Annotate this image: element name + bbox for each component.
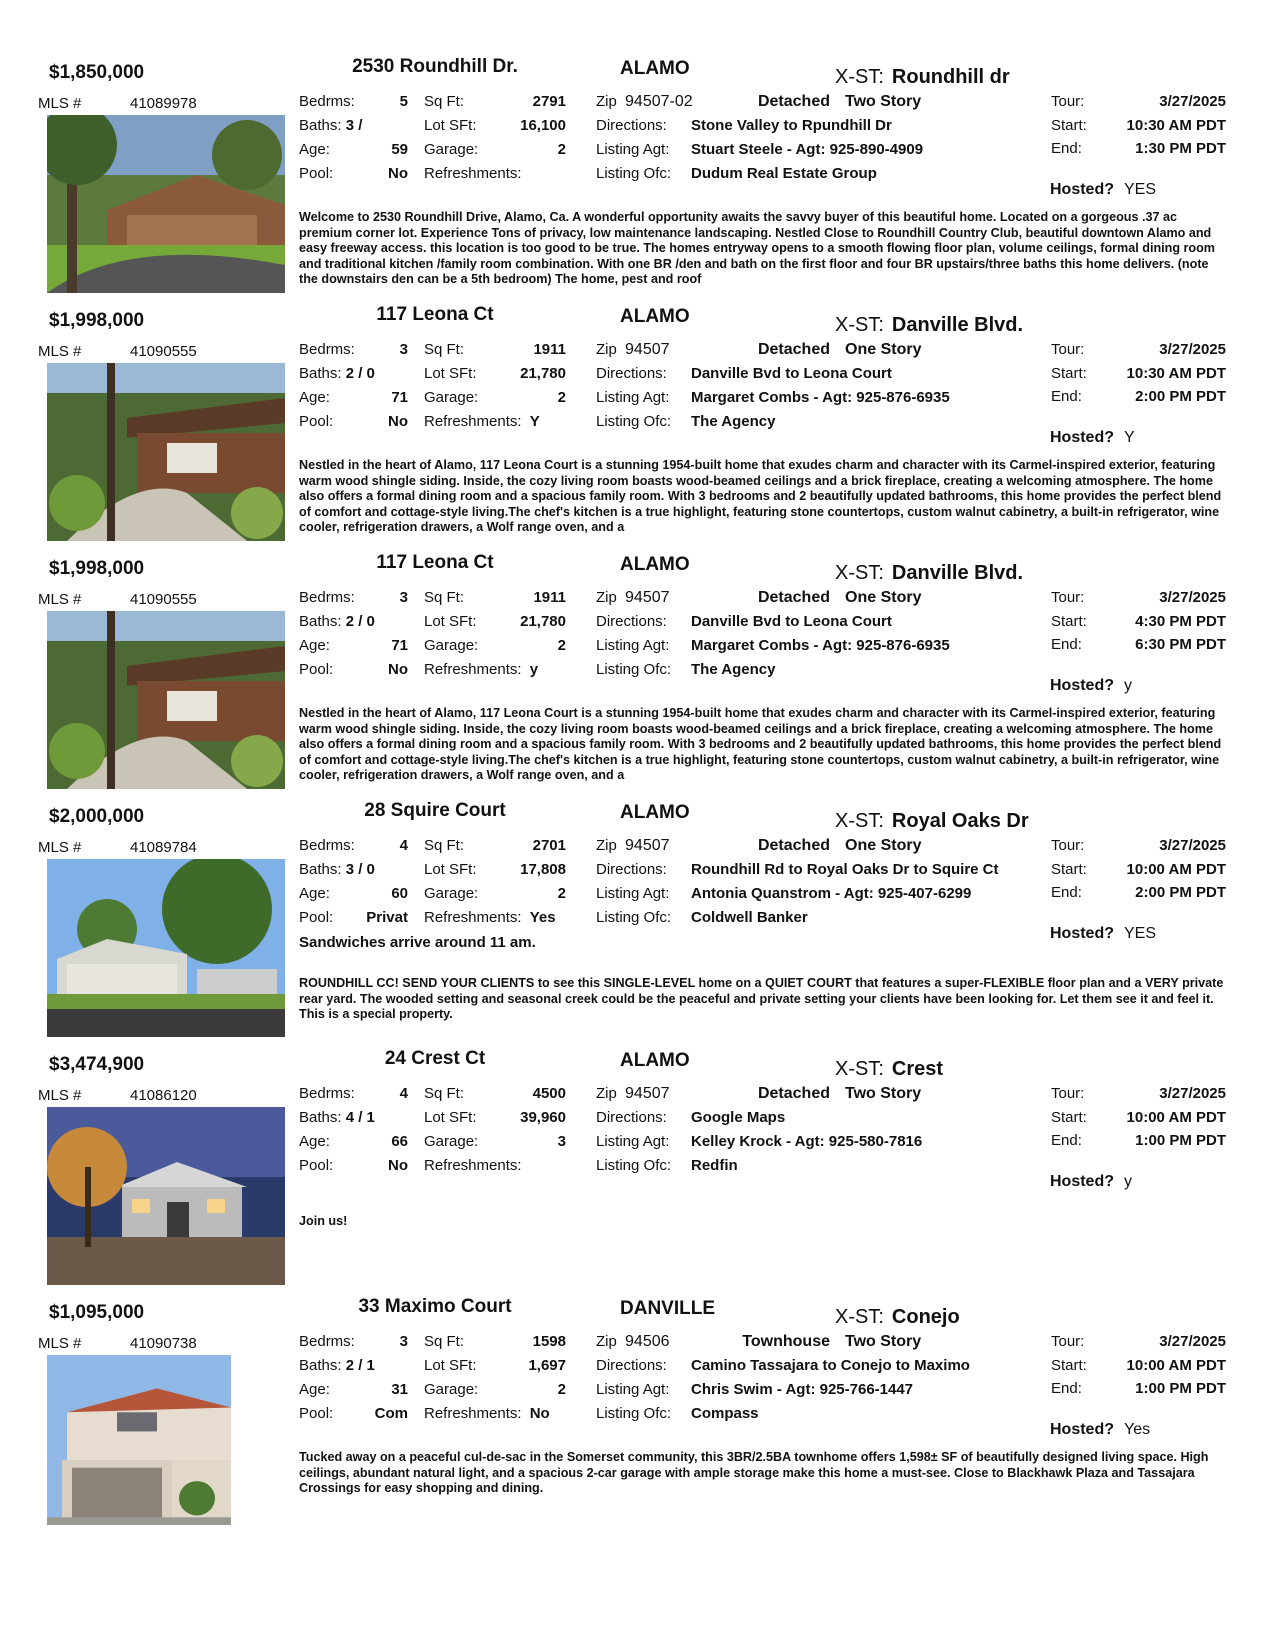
property-stories: Two Story	[845, 93, 922, 110]
hosted-label: Hosted?	[1050, 1421, 1114, 1438]
listing-block	[0, 1042, 1275, 1300]
cross-street-label: X-ST:	[835, 314, 884, 336]
property-stories: Two Story	[845, 1085, 922, 1102]
baths-value: 3 / 0	[345, 861, 375, 878]
start-label: Start:	[1051, 1109, 1087, 1126]
directions-label: Directions:	[596, 117, 667, 134]
listing-agent-value: Margaret Combs - Agt: 925-876-6935	[691, 637, 950, 654]
age-label: Age:	[299, 141, 330, 158]
cross-street-value: Crest	[891, 1058, 944, 1080]
listing-photo	[47, 363, 285, 541]
bedrms-label: Bedrms:	[299, 1333, 355, 1350]
sqft-label: Sq Ft:	[424, 837, 465, 854]
listing-photo	[47, 115, 285, 293]
sqft-value: 2791	[532, 93, 566, 110]
property-stories: One Story	[845, 341, 922, 358]
listing-agent-label: Listing Agt:	[596, 885, 670, 902]
property-type: Detached	[757, 341, 830, 358]
age-label: Age:	[299, 1381, 330, 1398]
garage-label: Garage:	[424, 1381, 479, 1398]
lotsft-value: 39,960	[520, 1109, 566, 1126]
listing-note: Sandwiches arrive around 11 am.	[299, 934, 536, 951]
age-value: 31	[391, 1381, 408, 1398]
hosted-value: y	[1124, 677, 1132, 694]
listing-description: Join us!	[299, 1214, 348, 1228]
mls-label: MLS #	[38, 839, 82, 856]
listing-agent-value: Chris Swim - Agt: 925-766-1447	[691, 1381, 914, 1398]
bedrms-label: Bedrms:	[299, 837, 355, 854]
mls-label: MLS #	[38, 95, 82, 112]
directions-label: Directions:	[596, 1109, 667, 1126]
garage-label: Garage:	[424, 389, 479, 406]
mls-number: 41090555	[130, 343, 197, 360]
sqft-label: Sq Ft:	[424, 93, 465, 110]
bedrms-label: Bedrms:	[299, 341, 355, 358]
end-label: End:	[1051, 140, 1082, 157]
end-time: 1:00 PM PDT	[1135, 1380, 1226, 1397]
tour-date: 3/27/2025	[1159, 589, 1226, 606]
listing-price: $1,998,000	[49, 310, 145, 331]
baths-value: 2 / 1	[345, 1357, 375, 1374]
baths-label: Baths: 4 / 1	[299, 1109, 375, 1126]
start-time: 10:00 AM PDT	[1126, 1109, 1226, 1126]
property-type: Detached	[757, 93, 830, 110]
tour-label: Tour:	[1051, 341, 1085, 358]
lotsft-label: Lot SFt:	[424, 365, 477, 382]
end-time: 1:00 PM PDT	[1135, 1132, 1226, 1149]
mls-number: 41090738	[130, 1335, 197, 1352]
garage-value: 2	[557, 637, 566, 654]
zip-value: 94507	[625, 589, 670, 606]
tour-label: Tour:	[1051, 1085, 1085, 1102]
zip-value: 94507	[625, 837, 670, 854]
age-label: Age:	[299, 885, 330, 902]
cross-street-value: Royal Oaks Dr	[891, 810, 1029, 832]
listing-agent-label: Listing Agt:	[596, 1133, 670, 1150]
listing-block	[0, 50, 1275, 308]
garage-value: 2	[557, 1381, 566, 1398]
listing-office-label: Listing Ofc:	[596, 165, 672, 182]
listing-description: Nestled in the heart of Alamo, 117 Leona Court is a stunning 1954-built home that exudes charm and character with its Carmel-inspired exterior, featuring warm wood shingle siding. Inside, the cozy living room boasts wood-beamed ceilings and a brick fireplace, creating a welcoming atmosphere. The home also offers a formal dining room and a spacious family room. With 3 bedrooms and 2 beautifully updated bathrooms, this home provides the perfect blend of comfort and cottage-style living.The chef's kitchen is a true highlight, featuring stone countertops, custom walnut cabinetry, a built-in refrigerator, wine cooler, refrigeration drawers, a Wolf range oven, and a	[299, 706, 1222, 783]
baths-label: Baths: 2 / 0	[299, 365, 375, 382]
property-type: Detached	[757, 837, 830, 854]
refreshments-value: y	[529, 661, 539, 678]
directions-value: Google Maps	[691, 1109, 786, 1126]
tour-label: Tour:	[1051, 837, 1085, 854]
hosted	[1050, 677, 1132, 695]
start-time: 4:30 PM PDT	[1135, 613, 1226, 630]
property-stories: One Story	[845, 837, 922, 854]
directions-label: Directions:	[596, 861, 667, 878]
baths-label: Baths: 2 / 1	[299, 1357, 375, 1374]
end-label: End:	[1051, 884, 1082, 901]
end-time: 1:30 PM PDT	[1135, 140, 1226, 157]
refreshments-value: No	[529, 1405, 550, 1422]
cross-street-label: X-ST:	[835, 810, 884, 832]
hosted-label: Hosted?	[1050, 1173, 1114, 1190]
garage-value: 2	[557, 141, 566, 158]
baths-value: 2 / 0	[345, 365, 375, 382]
refreshments-label: Refreshments:	[424, 165, 522, 182]
zip-value: 94507-02	[625, 93, 693, 110]
listing-address: 117 Leona Ct	[376, 552, 494, 573]
sqft-value: 1598	[532, 1333, 566, 1350]
garage-label: Garage:	[424, 1133, 479, 1150]
lotsft-value: 21,780	[520, 365, 566, 382]
listing-description: ROUNDHILL CC! SEND YOUR CLIENTS to see this SINGLE-LEVEL home on a QUIET COURT that features a super-FLEXIBLE floor plan and a VERY private rear yard. The wooded setting and seasonal creek could be the peaceful and private setting your clients have been looking for. Let them see it and feel it. This is a special property.	[299, 976, 1224, 1022]
listing-address: 28 Squire Court	[364, 800, 506, 821]
listing-block	[0, 794, 1275, 1052]
start-label: Start:	[1051, 365, 1087, 382]
baths-value: 4 / 1	[345, 1109, 375, 1126]
hosted	[1050, 1173, 1132, 1191]
lotsft-value: 1,697	[528, 1357, 566, 1374]
baths-label: Baths: 2 / 0	[299, 613, 375, 630]
lotsft-label: Lot SFt:	[424, 1357, 477, 1374]
property-stories: One Story	[845, 589, 922, 606]
listing-office-label: Listing Ofc:	[596, 1157, 672, 1174]
pool-label: Pool:	[299, 909, 334, 926]
bedrms-label: Bedrms:	[299, 589, 355, 606]
listing-city: ALAMO	[620, 802, 690, 823]
sqft-value: 2701	[532, 837, 566, 854]
bedrms-label: Bedrms:	[299, 1085, 355, 1102]
mls-number: 41089978	[130, 95, 197, 112]
directions-label: Directions:	[596, 613, 667, 630]
listing-address: 33 Maximo Court	[358, 1296, 512, 1317]
end-label: End:	[1051, 1132, 1082, 1149]
tour-date: 3/27/2025	[1159, 1085, 1226, 1102]
end-label: End:	[1051, 388, 1082, 405]
zip-value: 94507	[625, 341, 670, 358]
refreshments-value: Yes	[529, 909, 556, 926]
refreshments-label: Refreshments: Y	[424, 413, 540, 430]
tour-date: 3/27/2025	[1159, 837, 1226, 854]
garage-value: 3	[557, 1133, 566, 1150]
baths-label: Baths: 3 /	[299, 117, 363, 134]
mls-number: 41090555	[130, 591, 197, 608]
listing-agent-value: Kelley Krock - Agt: 925-580-7816	[691, 1133, 923, 1150]
listing-price: $1,998,000	[49, 558, 145, 579]
bedrms-label: Bedrms:	[299, 93, 355, 110]
listing-office-label: Listing Ofc:	[596, 1405, 672, 1422]
start-time: 10:30 AM PDT	[1126, 365, 1226, 382]
zip-label: Zip 94507	[596, 341, 670, 358]
lotsft-label: Lot SFt:	[424, 117, 477, 134]
hosted-value: y	[1124, 1173, 1132, 1190]
directions-value: Roundhill Rd to Royal Oaks Dr to Squire Ct	[691, 861, 999, 878]
hosted	[1050, 181, 1156, 199]
garage-label: Garage:	[424, 141, 479, 158]
baths-label: Baths: 3 / 0	[299, 861, 375, 878]
pool-label: Pool:	[299, 661, 334, 678]
directions-value: Camino Tassajara to Conejo to Maximo	[691, 1357, 970, 1374]
listing-block	[0, 298, 1275, 556]
property-type: Townhouse	[742, 1333, 830, 1350]
listing-price: $2,000,000	[49, 806, 145, 827]
sqft-value: 1911	[533, 589, 566, 606]
hosted-value: YES	[1124, 925, 1157, 942]
lotsft-value: 16,100	[520, 117, 566, 134]
tour-label: Tour:	[1051, 1333, 1085, 1350]
hosted-value: Yes	[1124, 1421, 1151, 1438]
listing-description: Welcome to 2530 Roundhill Drive, Alamo, Ca. A wonderful opportunity awaits the savvy buyer of this beautiful home. Located on a gorgeous .37 ac premium corner lot. Experience Tons of privacy, low maintenance landscaping. Nestled Close to Roundhill Country Club, beautiful downtown Alamo and easy freeway access. this location is too good to be true. The homes entryway opens to a smooth flowing floor plan, volume ceilings, formal dining room and traditional kitchen /family room combination. With one BR /den and bath on the first floor and four BR upstairs/three baths this home delivers. (note the downstairs den can be a 5th bedroom) The home, pest and roof	[299, 210, 1216, 287]
listing-office-label: Listing Ofc:	[596, 661, 672, 678]
age-value: 60	[391, 885, 408, 902]
directions-label: Directions:	[596, 1357, 667, 1374]
sqft-label: Sq Ft:	[424, 1085, 465, 1102]
hosted-label: Hosted?	[1050, 677, 1114, 694]
bedrms-value: 4	[399, 837, 408, 854]
tour-label: Tour:	[1051, 589, 1085, 606]
listing-city: ALAMO	[620, 1050, 690, 1071]
lotsft-value: 21,780	[520, 613, 566, 630]
mls-number: 41086120	[130, 1087, 197, 1104]
lotsft-label: Lot SFt:	[424, 1109, 477, 1126]
cross-street	[835, 314, 1023, 337]
pool-label: Pool:	[299, 413, 334, 430]
directions-label: Directions:	[596, 365, 667, 382]
listing-description: Nestled in the heart of Alamo, 117 Leona Court is a stunning 1954-built home that exudes charm and character with its Carmel-inspired exterior, featuring warm wood shingle siding. Inside, the cozy living room boasts wood-beamed ceilings and a brick fireplace, creating a welcoming atmosphere. The home also offers a formal dining room and a spacious family room. With 3 bedrooms and 2 beautifully updated bathrooms, this home provides the perfect blend of comfort and cottage-style living.The chef's kitchen is a true highlight, featuring stone countertops, custom walnut cabinetry, a built-in refrigerator, wine cooler, refrigeration drawers, a Wolf range oven, and a	[299, 458, 1222, 535]
zip-label: Zip 94507	[596, 1085, 670, 1102]
zip-value: 94507	[625, 1085, 670, 1102]
hosted-value: YES	[1124, 181, 1157, 198]
cross-street	[835, 1058, 943, 1081]
lotsft-value: 17,808	[520, 861, 566, 878]
bedrms-value: 5	[399, 93, 408, 110]
directions-value: Danville Bvd to Leona Court	[691, 365, 892, 382]
listing-address: 2530 Roundhill Dr.	[352, 56, 518, 77]
tour-date: 3/27/2025	[1159, 93, 1226, 110]
refreshments-label: Refreshments: y	[424, 661, 539, 678]
listing-office-value: Coldwell Banker	[691, 909, 808, 926]
sqft-value: 1911	[533, 341, 566, 358]
start-label: Start:	[1051, 1357, 1087, 1374]
listing-office-value: Dudum Real Estate Group	[691, 165, 877, 182]
zip-label: Zip 94507	[596, 589, 670, 606]
age-label: Age:	[299, 389, 330, 406]
garage-value: 2	[557, 389, 566, 406]
listing-agent-label: Listing Agt:	[596, 637, 670, 654]
bedrms-value: 3	[399, 589, 408, 606]
tour-label: Tour:	[1051, 93, 1085, 110]
cross-street-label: X-ST:	[835, 1058, 884, 1080]
end-time: 6:30 PM PDT	[1135, 636, 1226, 653]
listing-office-value: The Agency	[691, 661, 776, 678]
property-stories: Two Story	[845, 1333, 922, 1350]
listing-city: ALAMO	[620, 58, 690, 79]
cross-street-value: Roundhill dr	[891, 66, 1010, 88]
property-type: Detached	[757, 589, 830, 606]
listing-agent-label: Listing Agt:	[596, 389, 670, 406]
hosted-label: Hosted?	[1050, 181, 1114, 198]
tour-date: 3/27/2025	[1159, 341, 1226, 358]
zip-label: Zip 94507-02	[596, 93, 693, 110]
cross-street	[835, 810, 1029, 833]
listing-city: ALAMO	[620, 306, 690, 327]
listing-photo	[47, 1355, 231, 1525]
cross-street	[835, 1306, 960, 1329]
pool-label: Pool:	[299, 165, 334, 182]
listing-photo	[47, 611, 285, 789]
zip-label: Zip 94507	[596, 837, 670, 854]
start-label: Start:	[1051, 861, 1087, 878]
cross-street-value: Conejo	[891, 1306, 960, 1328]
cross-street-value: Danville Blvd.	[891, 562, 1024, 584]
baths-value: 3 /	[345, 117, 363, 134]
cross-street-label: X-ST:	[835, 66, 884, 88]
age-value: 71	[391, 389, 408, 406]
end-label: End:	[1051, 1380, 1082, 1397]
listing-agent-value: Margaret Combs - Agt: 925-876-6935	[691, 389, 950, 406]
cross-street	[835, 66, 1010, 89]
pool-value: No	[388, 165, 408, 182]
zip-label: Zip 94506	[596, 1333, 670, 1350]
listing-office-label: Listing Ofc:	[596, 909, 672, 926]
cross-street	[835, 562, 1023, 585]
hosted-label: Hosted?	[1050, 925, 1114, 942]
sqft-label: Sq Ft:	[424, 1333, 465, 1350]
age-label: Age:	[299, 637, 330, 654]
listing-photo	[47, 859, 285, 1037]
mls-label: MLS #	[38, 591, 82, 608]
property-type: Detached	[757, 1085, 830, 1102]
pool-value: No	[388, 413, 408, 430]
listing-office-label: Listing Ofc:	[596, 413, 672, 430]
mls-number: 41089784	[130, 839, 197, 856]
listing-agent-value: Antonia Quanstrom - Agt: 925-407-6299	[691, 885, 972, 902]
refreshments-label: Refreshments:	[424, 1157, 522, 1174]
start-time: 10:30 AM PDT	[1126, 117, 1226, 134]
listing-photo	[47, 1107, 285, 1285]
bedrms-value: 3	[399, 341, 408, 358]
hosted-label: Hosted?	[1050, 429, 1114, 446]
age-value: 66	[391, 1133, 408, 1150]
listing-price: $3,474,900	[49, 1054, 145, 1075]
start-label: Start:	[1051, 613, 1087, 630]
cross-street-label: X-ST:	[835, 562, 884, 584]
refreshments-label: Refreshments: Yes	[424, 909, 556, 926]
hosted	[1050, 429, 1135, 447]
listing-agent-label: Listing Agt:	[596, 1381, 670, 1398]
mls-label: MLS #	[38, 1087, 82, 1104]
listing-agent-value: Stuart Steele - Agt: 925-890-4909	[691, 141, 924, 158]
garage-label: Garage:	[424, 637, 479, 654]
bedrms-value: 3	[399, 1333, 408, 1350]
age-label: Age:	[299, 1133, 330, 1150]
directions-value: Danville Bvd to Leona Court	[691, 613, 892, 630]
listing-price: $1,095,000	[49, 1302, 145, 1323]
age-value: 59	[391, 141, 408, 158]
hosted-value: Y	[1124, 429, 1135, 446]
listing-address: 24 Crest Ct	[384, 1048, 486, 1069]
listing-office-value: The Agency	[691, 413, 776, 430]
lotsft-label: Lot SFt:	[424, 861, 477, 878]
lotsft-label: Lot SFt:	[424, 613, 477, 630]
listing-office-value: Redfin	[691, 1157, 738, 1174]
start-time: 10:00 AM PDT	[1126, 861, 1226, 878]
mls-label: MLS #	[38, 343, 82, 360]
age-value: 71	[391, 637, 408, 654]
sqft-label: Sq Ft:	[424, 341, 465, 358]
pool-label: Pool:	[299, 1405, 334, 1422]
listing-price: $1,850,000	[49, 62, 145, 83]
refreshments-label: Refreshments: No	[424, 1405, 550, 1422]
listing-agent-label: Listing Agt:	[596, 141, 670, 158]
pool-label: Pool:	[299, 1157, 334, 1174]
pool-value: No	[388, 1157, 408, 1174]
garage-value: 2	[557, 885, 566, 902]
zip-value: 94506	[625, 1333, 670, 1350]
tour-date: 3/27/2025	[1159, 1333, 1226, 1350]
start-label: Start:	[1051, 117, 1087, 134]
start-time: 10:00 AM PDT	[1126, 1357, 1226, 1374]
listing-city: DANVILLE	[620, 1298, 715, 1319]
cross-street-label: X-ST:	[835, 1306, 884, 1328]
listing-address: 117 Leona Ct	[376, 304, 494, 325]
mls-label: MLS #	[38, 1335, 82, 1352]
directions-value: Stone Valley to Rpundhill Dr	[691, 117, 892, 134]
sqft-value: 4500	[532, 1085, 566, 1102]
listing-office-value: Compass	[691, 1405, 759, 1422]
listing-city: ALAMO	[620, 554, 690, 575]
hosted	[1050, 1421, 1150, 1439]
garage-label: Garage:	[424, 885, 479, 902]
end-time: 2:00 PM PDT	[1135, 388, 1226, 405]
end-label: End:	[1051, 636, 1082, 653]
bedrms-value: 4	[399, 1085, 408, 1102]
sqft-label: Sq Ft:	[424, 589, 465, 606]
baths-value: 2 / 0	[345, 613, 375, 630]
cross-street-value: Danville Blvd.	[891, 314, 1024, 336]
hosted	[1050, 925, 1156, 943]
pool-value: Com	[374, 1405, 408, 1422]
listing-description: Tucked away on a peaceful cul-de-sac in the Somerset community, this 3BR/2.5BA townhome offers 1,598± SF of beautifully designed living space. High ceilings, abundant natural light, and a spacious 2-car garage with ample storage make this home a must-see. Close to Blackhawk Plaza and Tassajara Crossings for easy shopping and dining.	[299, 1450, 1209, 1496]
listing-block	[0, 546, 1275, 804]
pool-value: Privat	[366, 909, 408, 926]
refreshments-value: Y	[529, 413, 540, 430]
pool-value: No	[388, 661, 408, 678]
end-time: 2:00 PM PDT	[1135, 884, 1226, 901]
listing-block	[0, 1290, 1275, 1548]
